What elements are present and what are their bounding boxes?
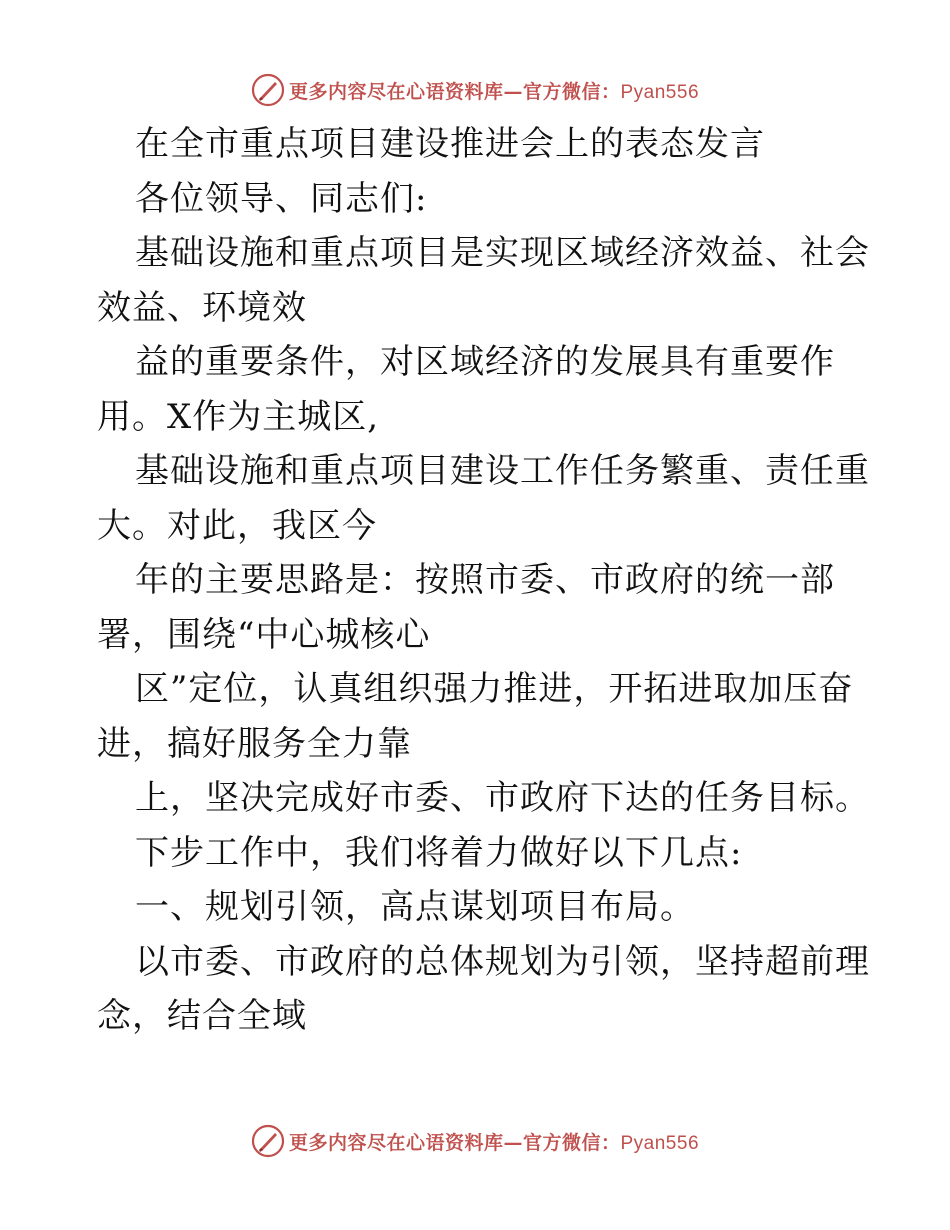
text-line: 在全市重点项目建设推进会上的表态发言 [135,124,765,164]
wechat-id: Pyan556 [620,81,700,103]
text-line: 基础设施和重点项目是实现区域经济效益、社会 [135,233,870,273]
quill-logo-icon [251,73,285,107]
text-line: 署，围绕“中心城核心 [97,614,431,655]
text-line: 进，搞好服务全力靠 [97,723,412,764]
text-line: 效益、环境效 [97,287,307,328]
text-line: 益的重要条件，对区域经济的发展具有重要作 [135,342,835,382]
text-line: 大。对此，我区今 [97,505,377,546]
text-line: 上，坚决完成好市委、市政府下达的任务目标。 [135,778,870,818]
wechat-id: Pyan556 [620,1132,700,1154]
document-body [97,117,870,1044]
text-line: 基础设施和重点项目建设工作任务繁重、责任重 [135,451,870,491]
banner-text: 更多内容尽在心语资料库—官方微信：Pyan556 [288,80,700,103]
text-line: 各位领导、同志们: [135,178,428,219]
quill-logo-icon [251,1124,285,1158]
text-line: 一、规划引领，高点谋划项目布局。 [135,887,695,927]
text-line: 区”定位，认真组织强力推进，开拓进取加压奋 [135,669,854,709]
header-banner [0,70,950,110]
banner-text: 更多内容尽在心语资料库—官方微信：Pyan556 [288,1131,700,1154]
text-line: 念，结合全域 [97,996,307,1036]
footer-banner [0,1121,950,1161]
text-line: 年的主要思路是：按照市委、市政府的统一部 [135,560,835,600]
text-line: 用。X作为主城区, [97,396,380,437]
text-line: 以市委、市政府的总体规划为引领，坚持超前理 [135,941,870,982]
text-line: 下步工作中，我们将着力做好以下几点: [135,832,743,873]
